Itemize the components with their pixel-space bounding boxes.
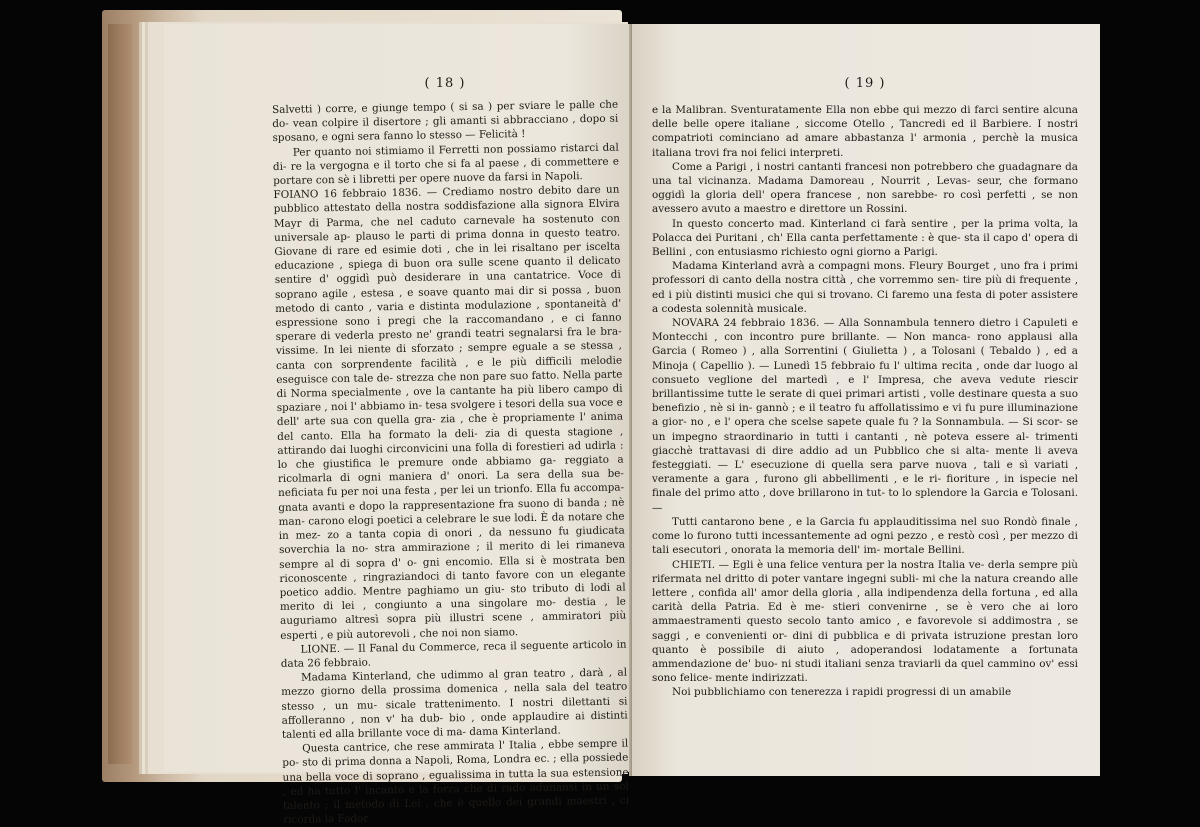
cover-board-edge [108, 24, 132, 764]
paragraph: Noi pubblichiamo con tenerezza i rapidi progressi di un amabile [672, 686, 1012, 699]
paragraph: Tutti cantarono bene , e la Garcia fu applauditissima nel suo Rondò finale , come lo furono tutti incessantemente ad ogni pezzo , e restò così , per mezzo di tali esecutori , onorata la memoria dell' im- mortale Bellini. [652, 515, 1078, 557]
paragraph: In questo concerto mad. Kinterland ci farà sentire , per la prima volta, la Polacca dei Puritani , ch' Ella canta perfettamente : è que- sta il capo d' opera di Bellini , con entusiasmo richiesto ogni giorno a Parigi. [652, 217, 1078, 259]
right-page [632, 24, 1100, 776]
paragraph: CHIETI. — Egli è una felice ventura per la nostra Italia ve- derla sempre più rifermata nel dritto di poter vantare ingegni subli- mi che la natura creando alle lettere , confida all' amor della gloria , alla indipendenza della fortuna , ed alla carità della Patria. Ed è me- stieri convenirne , se è vero che ai loro ammaestramenti questo secolo tanto amico , e favorevole si addimostra , se saggi , e convenienti or- dini di pubblica e di privata istruzione prestan loro quanto è possibile di aiuto , adoperandosi lodatamente a fortunata ammendazione de' buo- ni studi italiani senza traviarli da quel cammino ov' essi sono felice- mente indirizzati. [652, 558, 1078, 685]
paragraph: FOIANO 16 febbraio 1836. — Crediamo nostro debito dare un pubblico attestato della nostra soddisfazione alla signora Elvira Mayr di Parma, che nel caduto carnevale ha sostenuto con universale ap- plauso le parti di prima donna in questo teatro. Giovane di rare ed esimie doti , che in lei risaltano per iscelta educazione , spiega di buon ora sulle scene quanto il delicato sentire d' oggidì può desiderare in una cantatrice. Voce di soprano agile , estesa , e soave quanto mai dir si possa , buon metodo di canto , varia e distinta modulazione , spontaneità d' espressione sono i pregi che la raccomandano , e ci fanno sperare di vederla presto ne' grandi teatri segnalarsi fra le bra- vissime. In lei niente di sforzato ; sempre eguale a se stessa , canta con sorprendente facilità , e le più difficili melodie eseguisce con tale de- strezza che non pare suo fatto. Nella parte di Norma specialmente , ove la cantante ha più libero campo di spaziare , noi l' abbiamo in- tesa svolgere i tesori della sua voce e dell' arte sua con quella gra- zia , che è propriamente l' anima del canto. Ella ha formato la deli- zia di questa stagione , attirando dai luoghi circonvicini una folla di forestieri ad udirla : lo che giustifica le premure onde abbiamo ga- reggiato a ricolmarla di ogni maniera d' onori. La sera della sua be- neficiata fu per noi una festa , per lei un trionfo. Ella fu accompa- gnata avanti e dopo la rappresentazione fra suono di banda ; nè man- carono elogi poetici a celebrare le sue lodi. È da notare che in mez- zo a tanta copia di onori , da nessuno fu giudicata soverchia la no- stra ammirazione ; il merito di lei rimaneva sempre al di sopra d' o- gni encomio. Ella si è mostrata ben riconoscente , ringraziandoci di tanto favore con un elegante poetico addio. Mentre paghiamo un giu- sto tributo di lodi al merito di lei , congiunto a una singolare mo- destia , le auguriamo altresì sopra più illustri scene , ammiratori più esperti , e più autorevoli , che noi non siamo. [273, 183, 627, 642]
paragraph: Salvetti ) corre, e giunge tempo ( si sa ) per sviare le palle che do- vean colpire il disertore ; gli amanti si abbracciano , dopo si sposano, e ogni sera fanno lo stesso — Felicità ! [272, 98, 619, 145]
paragraph: Questa cantrice, che rese ammirata l' Italia , ebbe sempre il po- sto di prima donna a Napoli, Roma, Londra ec. ; ella possiede una bella voce di soprano , egualissima in tutta la sua estensione , ed ha tutto l' incanto e la forza che di rado adunansi in un sol talento ; il metodo di Lei , che è quello dei grandi maestri , ci ricorda la Fodor [282, 737, 630, 827]
left-page [164, 24, 634, 827]
paragraph: Per quanto noi stimiamo il Ferretti non possiamo ristarci dal di- re la vergogna e il torto che si fa al paese , di commettere e portare con sè i libretti per opere nuove da farsi in Napoli. [272, 141, 620, 188]
open-book [102, 10, 1102, 827]
paragraph: Madama Kinterland, che udimmo al gran teatro , darà , al mezzo giorno della prossima domenica , nella sala del teatro stesso , un mu- sicale trattenimento. I nostri dilettanti si affolleranno , non v' ha dub- bio , onde applaudire ai distinti talenti ed alla brillante voce di ma- dama Kinterland. [281, 666, 628, 741]
page-number-left: ( 18 ) [424, 76, 466, 91]
page-number-right: ( 19 ) [844, 76, 886, 91]
paragraph: LIONE. — Il Fanal du Commerce, reca il seguente articolo in data 26 febbraio. [280, 638, 627, 670]
left-page-text [272, 98, 629, 827]
right-page-text [652, 103, 1078, 700]
paragraph: NOVARA 24 febbraio 1836. — Alla Sonnambula tennero dietro i Capuleti e Montecchi , con incontro pure brillante. — Non manca- rono applausi alla Garcia ( Romeo ) , alla Sorrentini ( Giulietta ) , a Tolosani ( Tebaldo ) , ed a Minoja ( Capellio ). — Lunedì 15 febbraio fu l' ultima recita , onde dar luogo al consueto veglione del martedì , e l' Impresa, che aveva vedute riescir brillantissime tutte le serate di quei primari artisti , volle destinare questa a suo benefizio , nè si in- gannò ; e il teatro fu affollatissimo e vi fu pure illuminazione a gior- no , e l' opera che scelse sapete quale fu ? la Sonnambula. — Si scor- se un impegno straordinario in tutti i cantanti , nè poteva essere al- trimenti giacchè trattavasi di dire addio ad un Pubblico che si alta- mente li aveva festeggiati. — L' esecuzione di quella sera parve nuova , tali e sì variati , veramente a gara , furono gli abbellimenti , e le ri- fioriture , in ispecie nel finale del primo atto , dove brillarono in tut- to lo splendore la Garcia e Tolosani. — [652, 317, 1078, 514]
paragraph: Madama Kinterland avrà a compagni mons. Fleury Bourget , uno fra i primi professori di canto della nostra città , che vorremmo sen- tire più di frequente , ed i più distinti musici che qui si trovano. Ci faremo una festa di poter assistere a codesta solennità musicale. [652, 260, 1078, 315]
paragraph: Come a Parigi , i nostri cantanti francesi non potrebbero che guadagnare da una tal vicinanza. Madama Damoreau , Nourrit , Levas- seur, che formano oggidì la gloria dell' opera francese , non sarebbe- ro così perfetti , se non avessero avuto a maestro e direttore un Rossini. [652, 160, 1078, 216]
paragraph: e la Malibran. Sventuratamente Ella non ebbe qui mezzo di farci sentire alcuna delle belle opere italiane , siccome Otello , Tancredi ed il Barbiere. I nostri compatrioti cominciano ad amare abbastanza l' armonia , perchè la musica italiana trovi fra noi felici interpreti. [652, 104, 1078, 159]
